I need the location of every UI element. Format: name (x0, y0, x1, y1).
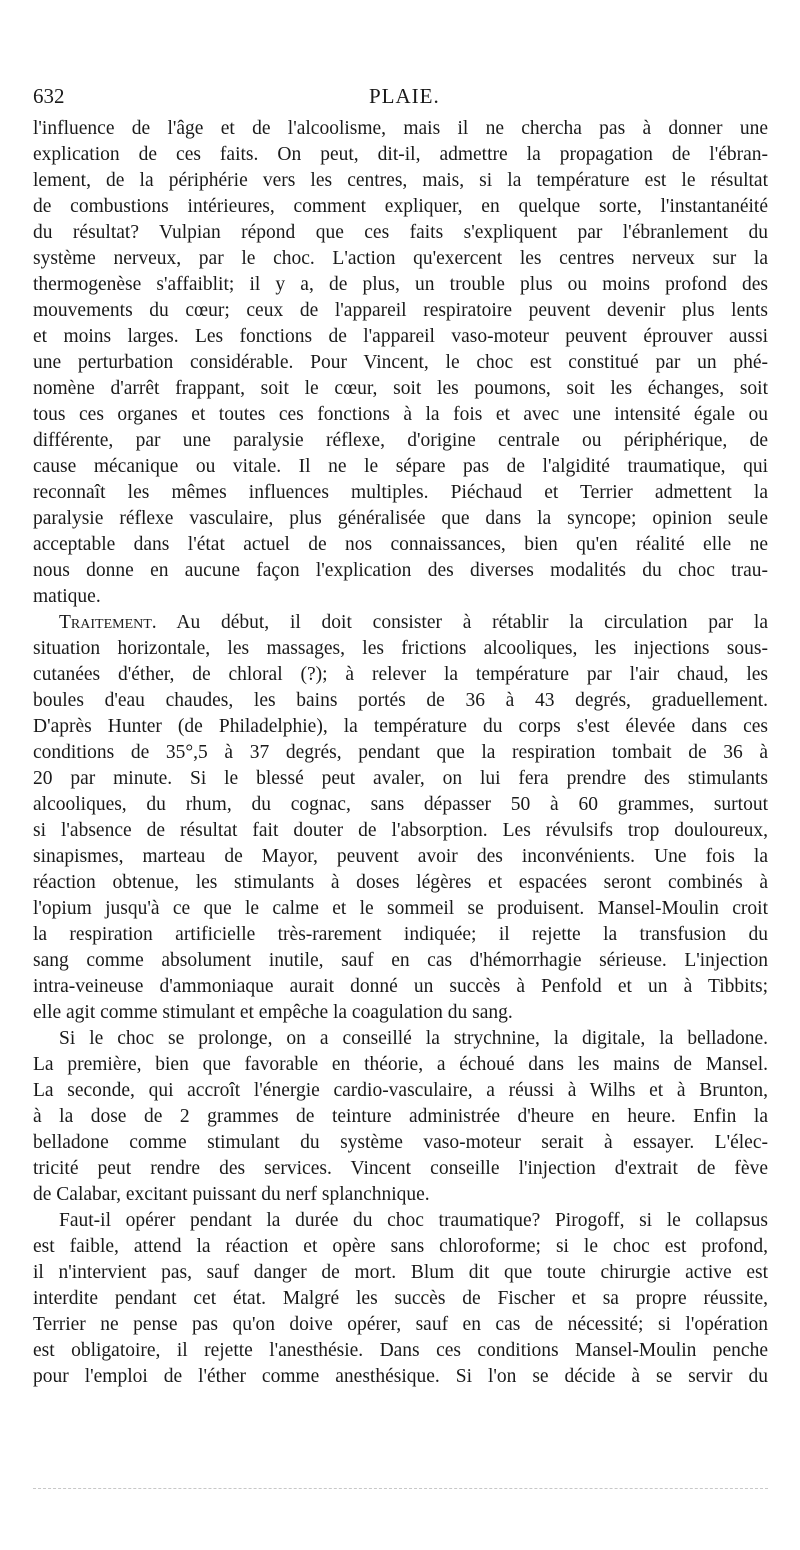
text-line: thermogenèse s'affaiblit; il y a, de plus, un trouble plus ou moins profond des (33, 274, 768, 295)
text-line: reconnaît les mêmes influences multiples. Piéchaud et Terrier admettent la (33, 482, 768, 503)
section-lead-traitement: Traitement. (59, 612, 157, 633)
page-header (33, 84, 768, 112)
text-line: la respiration artificielle très-rarement indiquée; il rejette la transfusion du (33, 924, 768, 945)
text-line: à la dose de 2 grammes de teinture administrée d'heure en heure. Enfin la (33, 1106, 768, 1127)
text-line (33, 610, 768, 636)
paragraph-traitement (33, 610, 768, 1026)
text-line: de Calabar, excitant puissant du nerf splanchnique. (33, 1184, 430, 1205)
text-line: Terrier ne pense pas qu'on doive opérer, sauf en cas de nécessité; si l'opération (33, 1314, 768, 1335)
text-line: lement, de la périphérie vers les centres, mais, si la température est le résultat (33, 170, 768, 191)
text-line: intra-veineuse d'ammoniaque aurait donné un succès à Penfold et un à Tibbits; (33, 976, 768, 997)
text-line: tous ces organes et toutes ces fonctions à la fois et avec une intensité égale ou (33, 404, 768, 425)
text-line: nous donne en aucune façon l'explication des diverses modalités du choc trau- (33, 560, 768, 581)
text-line: l'opium jusqu'à ce que le calme et le sommeil se produisent. Mansel-Moulin croit (33, 898, 768, 919)
text-line: et moins larges. Les fonctions de l'appareil vaso-moteur peuvent éprouver aussi (33, 326, 768, 347)
text-line: est obligatoire, il rejette l'anesthésie. Dans ces conditions Mansel-Moulin penche (33, 1340, 768, 1361)
body-text (33, 116, 768, 1390)
text-line: cutanées d'éther, de chloral (?); à relever la température par l'air chaud, les (33, 664, 768, 685)
text-line: l'influence de l'âge et de l'alcoolisme, mais il ne chercha pas à donner une (33, 118, 768, 139)
text-line: 20 par minute. Si le blessé peut avaler, on lui fera prendre des stimulants (33, 768, 768, 789)
text-line: il n'intervient pas, sauf danger de mort. Blum dit que toute chirurgie active est (33, 1262, 768, 1283)
text-line: La seconde, qui accroît l'énergie cardio-vasculaire, a réussi à Wilhs et à Brunton, (33, 1080, 768, 1101)
text-line: pour l'emploi de l'éther comme anesthésique. Si l'on se décide à se servir du (33, 1366, 768, 1387)
text-line: Si le choc se prolonge, on a conseillé la strychnine, la digitale, la belladone. (59, 1028, 768, 1049)
text-line: matique. (33, 586, 101, 607)
text-line: est faible, attend la réaction et opère sans chloroforme; si le choc est profond, (33, 1236, 768, 1257)
text-line: conditions de 35°,5 à 37 degrés, pendant que la respiration tombait de 36 à (33, 742, 768, 763)
text-line: du résultat? Vulpian répond que ces faits s'expliquent par l'ébranlement du (33, 222, 768, 243)
text-line: une perturbation considérable. Pour Vincent, le choc est constitué par un phé- (33, 352, 768, 373)
text-line: tricité peut rendre des services. Vincent conseille l'injection d'extrait de fève (33, 1158, 768, 1179)
text-line: mouvements du cœur; ceux de l'appareil respiratoire peuvent devenir plus lents (33, 300, 768, 321)
text-line: paralysie réflexe vasculaire, plus généralisée que dans la syncope; opinion seule (33, 508, 768, 529)
text-line: Faut-il opérer pendant la durée du choc traumatique? Pirogoff, si le collapsus (59, 1210, 768, 1231)
paragraph-1 (33, 116, 768, 610)
text-line: de combustions intérieures, comment expliquer, en quelque sorte, l'instantanéité (33, 196, 768, 217)
text-line: sang comme absolument inutile, sauf en cas d'hémorrhagie sérieuse. L'injection (33, 950, 768, 971)
text-line: système nerveux, par le choc. L'action qu'exercent les centres nerveux sur la (33, 248, 768, 269)
text-line: explication de ces faits. On peut, dit-il, admettre la propagation de l'ébran- (33, 144, 768, 165)
text-line: cause mécanique ou vitale. Il ne le sépare pas de l'algidité traumatique, qui (33, 456, 768, 477)
text-line: D'après Hunter (de Philadelphie), la température du corps s'est élevée dans ces (33, 716, 768, 737)
text-line: nomène d'arrêt frappant, soit le cœur, soit les poumons, soit les échanges, soit (33, 378, 768, 399)
page-number: 632 (33, 84, 65, 108)
text-line: sinapismes, marteau de Mayor, peuvent avoir des inconvénients. Une fois la (33, 846, 768, 867)
text-line: boules d'eau chaudes, les bains portés de 36 à 43 degrés, graduellement. (33, 690, 768, 711)
text-line: interdite pendant cet état. Malgré les succès de Fischer et sa propre réussite, (33, 1288, 768, 1309)
text-line: alcooliques, du rhum, du cognac, sans dépasser 50 à 60 grammes, surtout (33, 794, 768, 815)
text-line: acceptable dans l'état actuel de nos connaissances, bien qu'en réalité elle ne (33, 534, 768, 555)
text-line: belladone comme stimulant du système vaso-moteur serait à essayer. L'élec- (33, 1132, 768, 1153)
text-line-rest: Au début, il doit consister à rétablir la circulation par la (156, 612, 768, 633)
text-line: elle agit comme stimulant et empêche la coagulation du sang. (33, 1002, 513, 1023)
running-title: PLAIE. (369, 84, 440, 108)
text-line: situation horizontale, les massages, les frictions alcooliques, les injections sous- (33, 638, 768, 659)
text-line: La première, bien que favorable en théorie, a échoué dans les mains de Mansel. (33, 1054, 768, 1075)
footer-rule (33, 1488, 768, 1489)
text-line: différente, par une paralysie réflexe, d'origine centrale ou périphérique, de (33, 430, 768, 451)
text-line: réaction obtenue, les stimulants à doses légères et espacées seront combinés à (33, 872, 768, 893)
paragraph-4 (33, 1208, 768, 1390)
text-line: si l'absence de résultat fait douter de l'absorption. Les révulsifs trop douloureux, (33, 820, 768, 841)
paragraph-3 (33, 1026, 768, 1208)
